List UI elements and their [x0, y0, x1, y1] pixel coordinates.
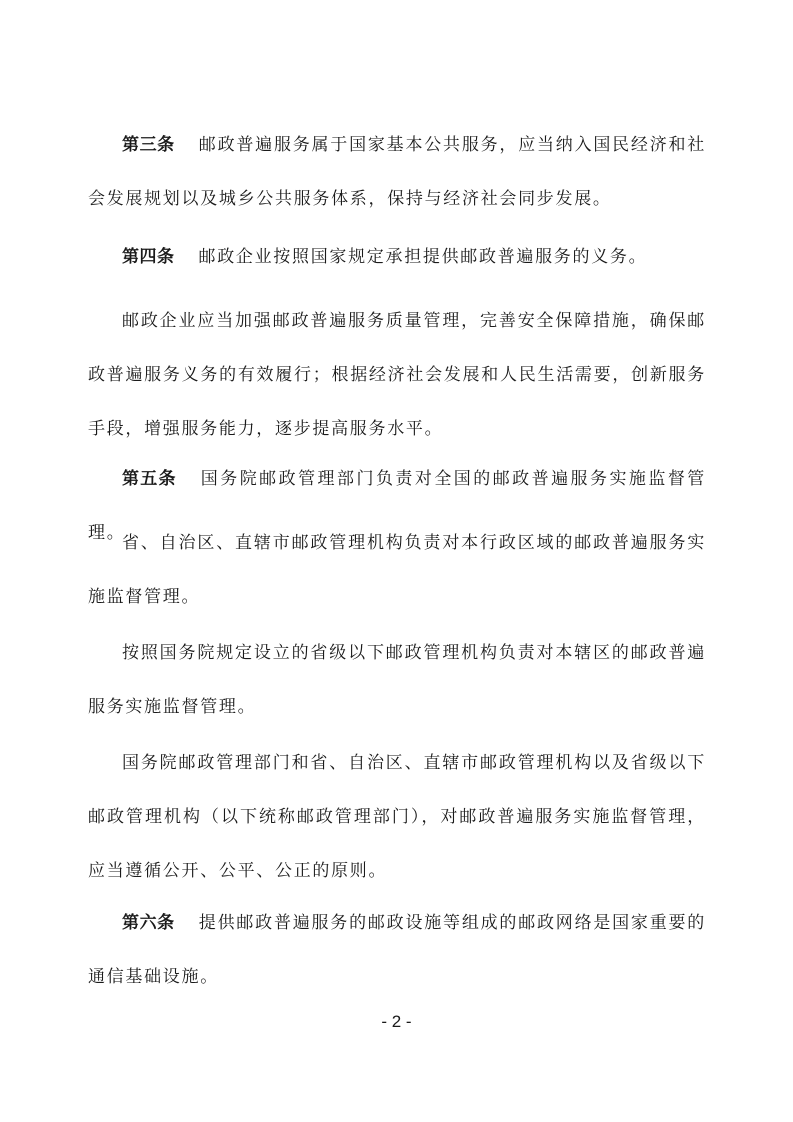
paragraph-text: 省、自治区、直辖市邮政管理机构负责对本行政区域的邮政普遍服务实施监督管理。 [88, 533, 706, 607]
article-number: 第三条 [122, 135, 175, 155]
paragraph-text: 国务院邮政管理部门负责对全国的邮政普遍服务实施监督管理。 [88, 469, 707, 543]
paragraph-text: 国务院邮政管理部门和省、自治区、直辖市邮政管理机构以及省级以下邮政管理机构（以下统称邮政管理部门），对邮政普遍服务实施监督管理，应当遵循公开、公平、公正的原则。 [88, 753, 706, 881]
article-number: 第四条 [122, 247, 175, 267]
paragraph-text: 邮政普遍服务属于国家基本公共服务，应当纳入国民经济和社会发展规划以及城乡公共服务体系，保持与经济社会同步发展。 [88, 135, 707, 209]
paragraph-text: 按照国务院规定设立的省级以下邮政管理机构负责对本辖区的邮政普遍服务实施监督管理。 [88, 643, 706, 717]
paragraph-text: 提供邮政普遍服务的邮政设施等组成的邮政网络是国家重要的通信基础设施。 [88, 913, 707, 987]
article-number: 第六条 [122, 913, 175, 933]
article-number: 第五条 [122, 469, 177, 489]
page-number: - 2 - [381, 1012, 412, 1031]
paragraph-article-3 [88, 118, 706, 226]
paragraph-article-4 [88, 230, 706, 284]
paragraph-text: 邮政企业按照国家规定承担提供邮政普遍服务的义务。 [198, 247, 648, 267]
paragraph-article-4-clause-2 [88, 294, 706, 456]
paragraph-article-6 [88, 896, 706, 1004]
paragraph-article-5-clause-2 [88, 516, 706, 624]
paragraph-article-5-clause-4 [88, 736, 706, 898]
paragraph-article-5-clause-3 [88, 626, 706, 734]
paragraph-text: 邮政企业应当加强邮政普遍服务质量管理，完善安全保障措施，确保邮政普遍服务义务的有效履行；根据经济社会发展和人民生活需要，创新服务手段，增强服务能力，逐步提高服务水平。 [88, 311, 706, 439]
